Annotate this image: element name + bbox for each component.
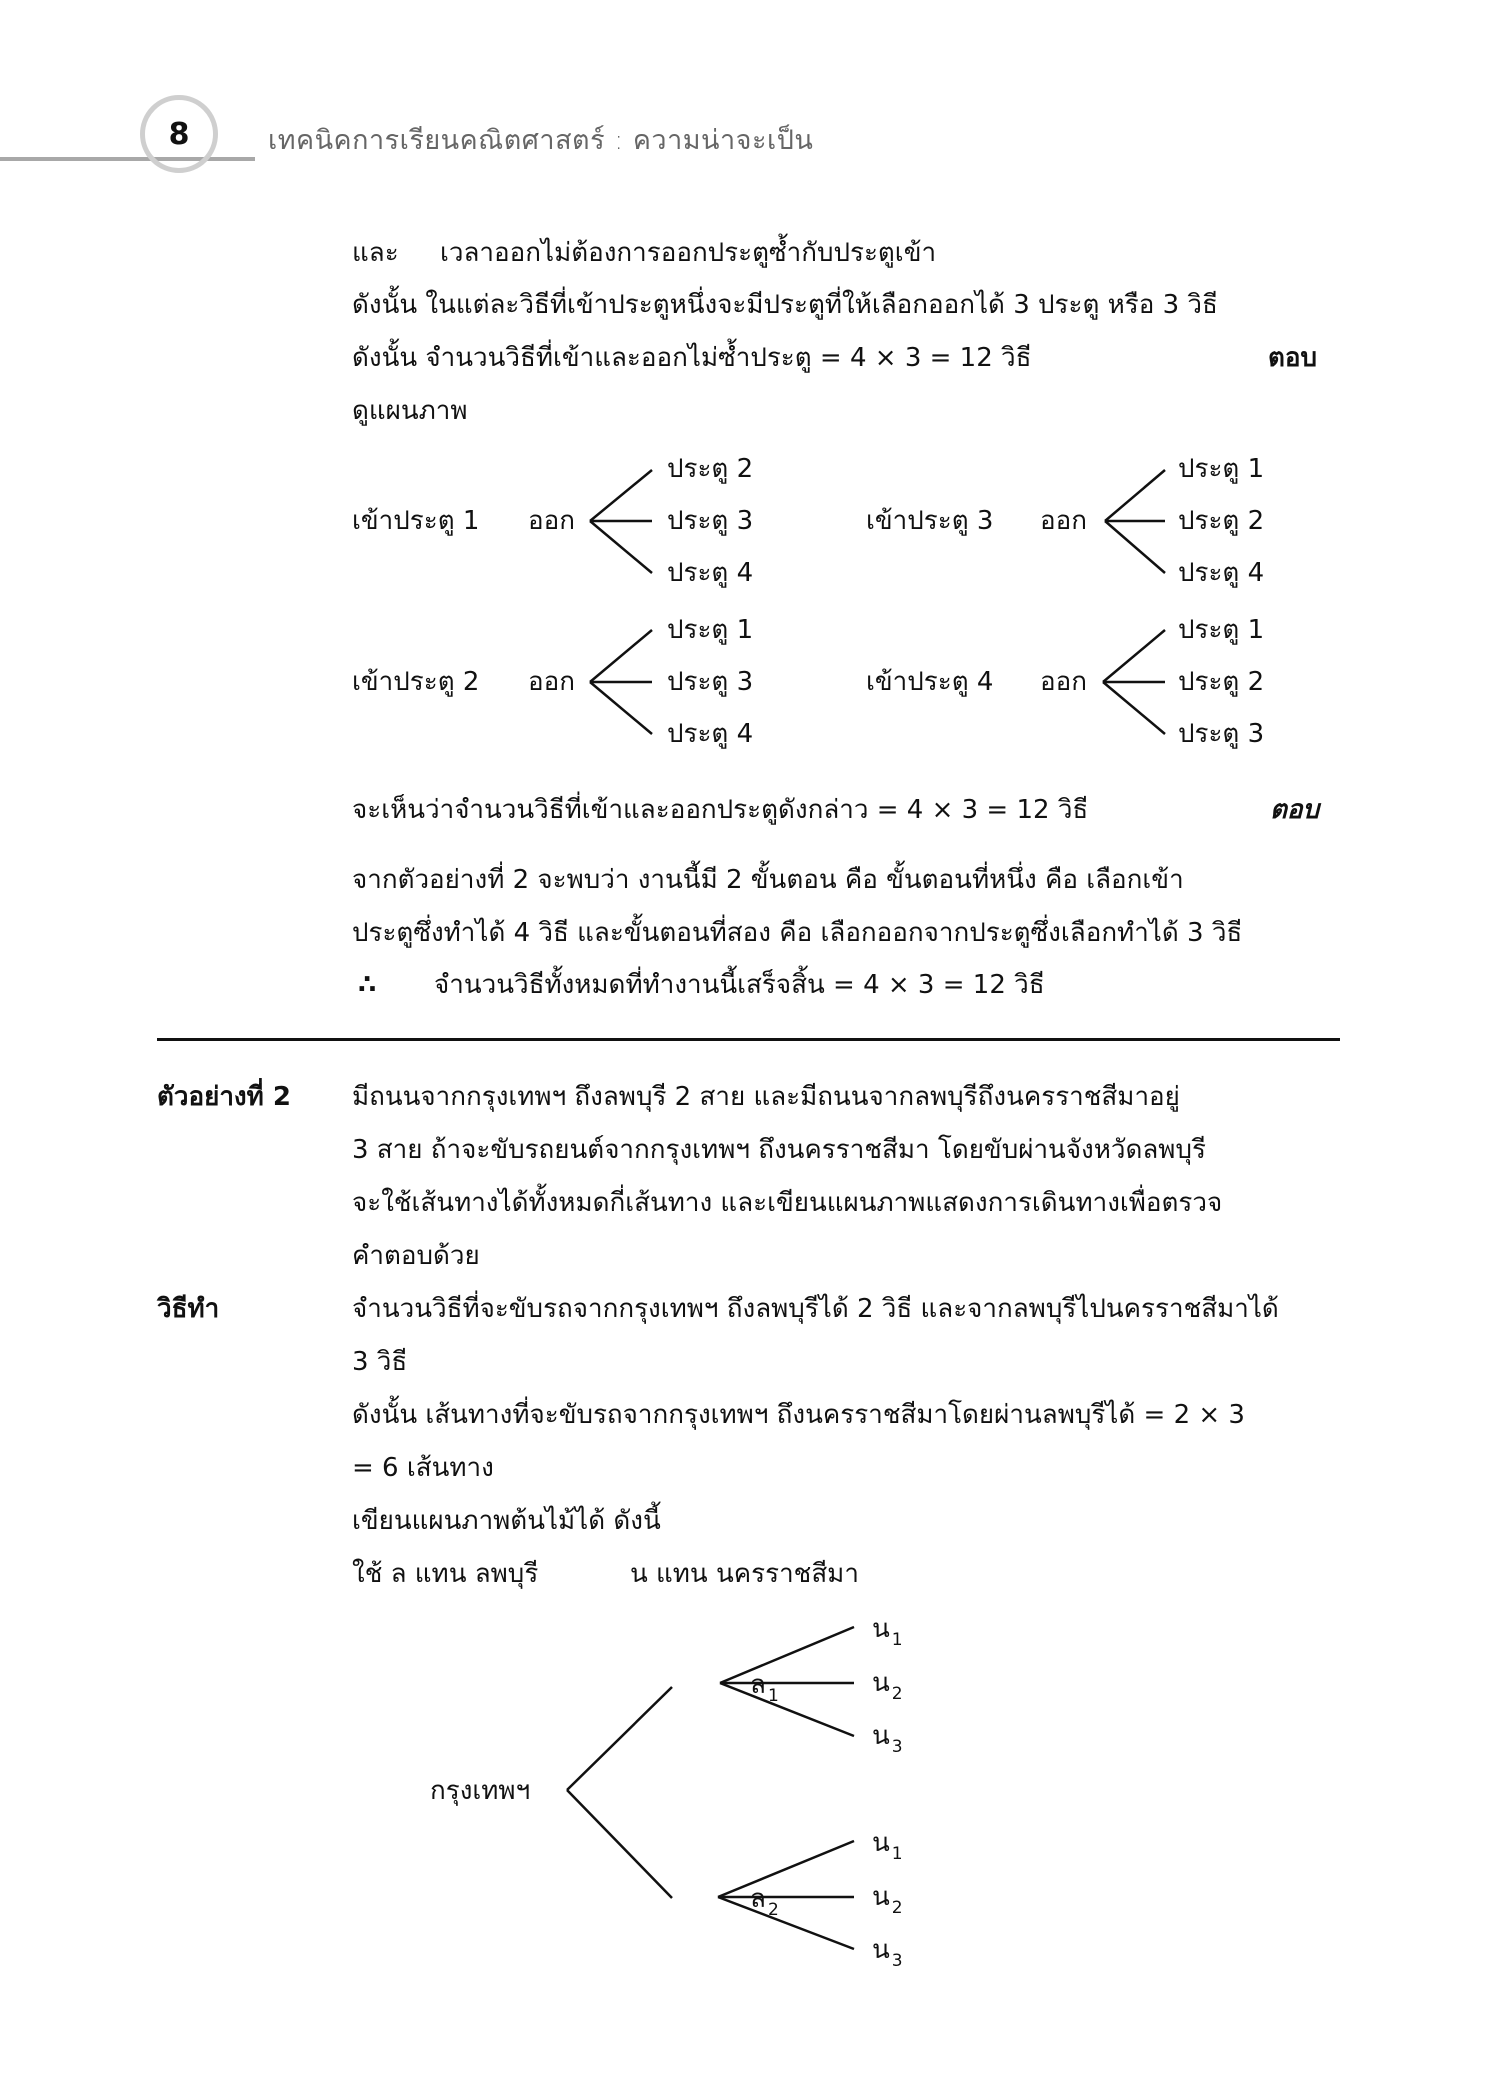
intro-line-4: ดูแผนภาพ [352,396,468,426]
tree-leaf [872,1668,903,1704]
leaf-sub: 1 [891,1630,903,1650]
leaf-sub: 2 [891,1898,903,1918]
answer-label: ตอบ [1270,795,1320,825]
example-label: ตัวอย่างที่ 2 [157,1082,291,1112]
summary-line-3: ประตูซึ่งทำได้ 4 วิธี และขั้นตอนที่สอง คือ เลือกออกจากประตูซึ่งเลือกทำได้ 3 วิธี [352,918,1243,948]
legend-n: น แทน นครราชสีมา [630,1559,859,1589]
solution-label: วิธีทำ [157,1294,220,1324]
answer-label: ตอบ [1268,343,1318,373]
intro-prefix: และ [352,238,399,268]
exit-option: ประตู 4 [667,719,754,749]
solution-line: = 6 เส้นทาง [352,1453,494,1483]
entry-door-2: เข้าประตู 2 [352,667,480,697]
mid-sub: 1 [767,1686,779,1706]
leaf-base: น [872,1828,890,1858]
exit-option: ประตู 3 [667,667,754,697]
leaf-base: น [872,1721,890,1751]
entry-door-1: เข้าประตู 1 [352,506,480,536]
example-line: 3 สาย ถ้าจะขับรถยนต์จากกรุงเทพฯ ถึงนครราชสีมา โดยขับผ่านจังหวัดลพบุรี [352,1135,1206,1165]
leaf-sub: 3 [891,1951,903,1971]
example-line: มีถนนจากกรุงเทพฯ ถึงลพบุรี 2 สาย และมีถนนจากลพบุรีถึงนครราชสีมาอยู่ [352,1082,1180,1112]
leaf-base: น [872,1882,890,1912]
tree-leaf [872,1614,903,1650]
intro-line-2: ดังนั้น ในแต่ละวิธีที่เข้าประตูหนึ่งจะมีประตูที่ให้เลือกออกได้ 3 ประตู หรือ 3 วิธี [352,290,1218,320]
leaf-sub: 2 [891,1684,903,1704]
running-title: เทคนิคการเรียนคณิตศาสตร์ : ความน่าจะเป็น [268,125,814,156]
tree-root: กรุงเทพฯ [430,1776,531,1806]
mid-sub: 2 [767,1900,779,1920]
mid-base: ล [750,1884,766,1914]
summary-line-2: จากตัวอย่างที่ 2 จะพบว่า งานนี้มี 2 ขั้นตอน คือ ขั้นตอนที่หนึ่ง คือ เลือกเข้า [352,865,1184,895]
summary-line-1: จะเห็นว่าจำนวนวิธีที่เข้าและออกประตูดังกล่าว = 4 × 3 = 12 วิธี [352,795,1089,825]
tree-leaf [872,1935,903,1971]
intro-line-1: เวลาออกไม่ต้องการออกประตูซ้ำกับประตูเข้า [440,238,937,268]
tree-mid-node [750,1670,779,1706]
tree-leaf [872,1721,903,1757]
tree-leaf [872,1882,903,1918]
exit-label: ออก [1040,506,1087,536]
exit-option: ประตู 2 [1178,506,1265,536]
leaf-sub: 1 [891,1844,903,1864]
solution-line: 3 วิธี [352,1347,408,1377]
leaf-sub: 3 [891,1737,903,1757]
exit-option: ประตู 4 [1178,558,1265,588]
solution-line: จำนวนวิธีที่จะขับรถจากกรุงเทพฯ ถึงลพบุรีได้ 2 วิธี และจากลพบุรีไปนครราชสีมาได้ [352,1294,1279,1324]
exit-option: ประตู 1 [667,615,754,645]
exit-label: ออก [528,667,575,697]
leaf-base: น [872,1935,890,1965]
intro-line-3: ดังนั้น จำนวนวิธีที่เข้าและออกไม่ซ้ำประตู = 4 × 3 = 12 วิธี [352,343,1032,373]
exit-option: ประตู 4 [667,558,754,588]
exit-option: ประตู 3 [1178,719,1265,749]
exit-option: ประตู 3 [667,506,754,536]
therefore-symbol: ∴ [358,970,377,1000]
exit-label: ออก [528,506,575,536]
exit-option: ประตู 2 [1178,667,1265,697]
solution-line: ดังนั้น เส้นทางที่จะขับรถจากกรุงเทพฯ ถึงนครราชสีมาโดยผ่านลพบุรีได้ = 2 × 3 [352,1400,1245,1430]
section-divider [157,1038,1340,1041]
example-line: คำตอบด้วย [352,1241,480,1271]
tree-mid-node [750,1884,779,1920]
summary-line-4: จำนวนวิธีทั้งหมดที่ทำงานนี้เสร็จสิ้น = 4 × 3 = 12 วิธี [434,970,1045,1000]
leaf-base: น [872,1668,890,1698]
legend-l: ใช้ ล แทน ลพบุรี [352,1559,539,1589]
entry-door-3: เข้าประตู 3 [866,506,994,536]
solution-line: เขียนแผนภาพต้นไม้ได้ ดังนี้ [352,1506,661,1536]
exit-option: ประตู 1 [1178,615,1265,645]
exit-option: ประตู 2 [667,454,754,484]
entry-door-4: เข้าประตู 4 [866,667,994,697]
page-number: 8 [168,116,190,152]
exit-option: ประตู 1 [1178,454,1265,484]
exit-label: ออก [1040,667,1087,697]
tree-leaf [872,1828,903,1864]
example-line: จะใช้เส้นทางได้ทั้งหมดกี่เส้นทาง และเขียนแผนภาพแสดงการเดินทางเพื่อตรวจ [352,1188,1223,1218]
mid-base: ล [750,1670,766,1700]
leaf-base: น [872,1614,890,1644]
